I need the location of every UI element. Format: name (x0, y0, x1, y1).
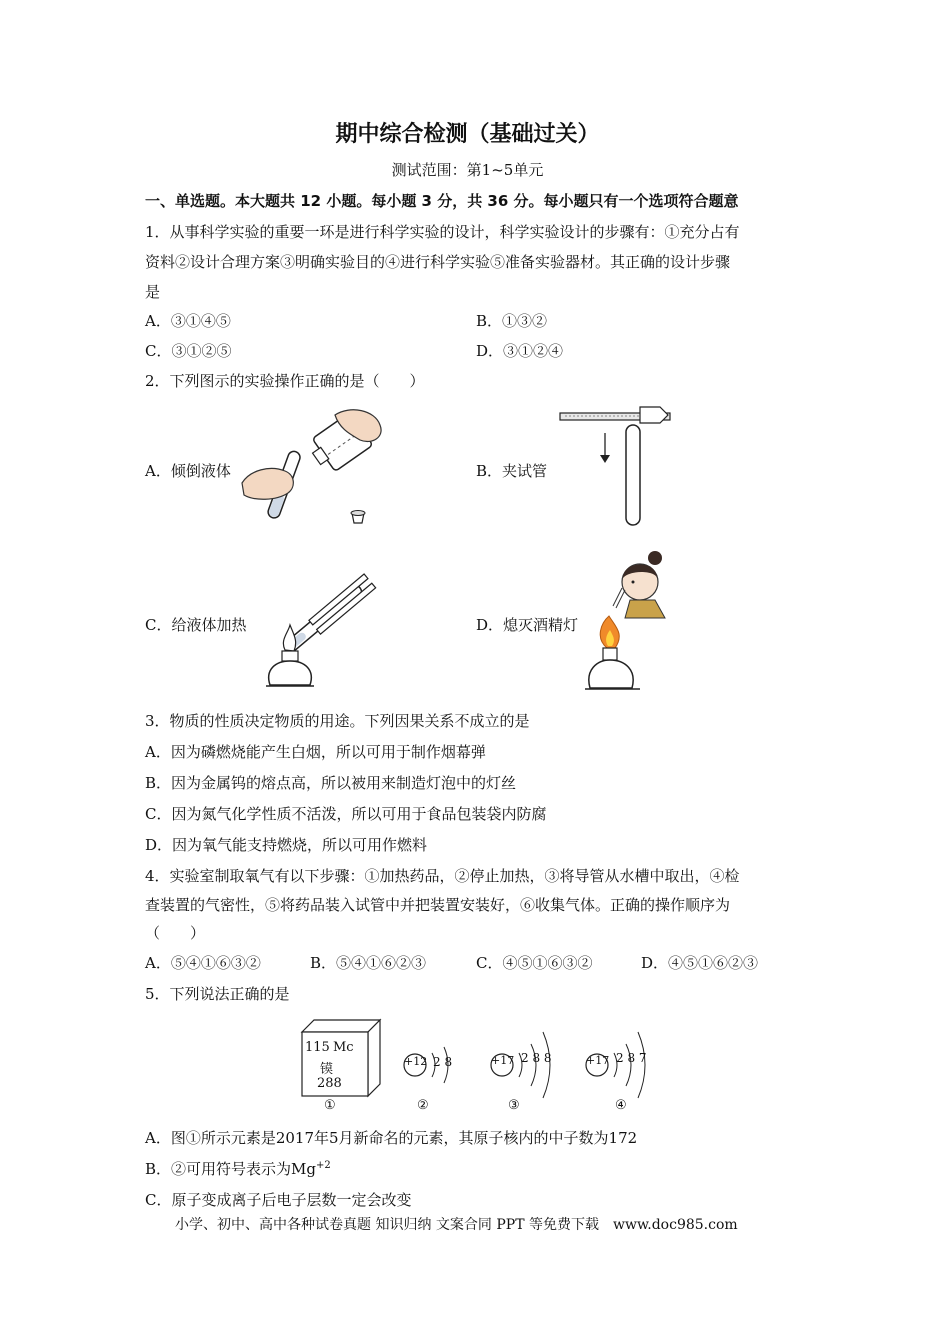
q2-option-a: A．倾倒液体 (145, 462, 231, 480)
q3-option-b: B．因为金属钨的熔点高，所以被用来制造灯泡中的灯丝 (145, 774, 517, 792)
q5-option-a: A．图①所示元素是2017年5月新命名的元素，其原子核内的中子数为172 (145, 1129, 638, 1147)
section-heading: 一、单选题。本大题共 12 小题。每小题 3 分，共 36 分。每小题只有一个选项符合题意 (145, 192, 739, 210)
atom3-shells: 2 8 8 (521, 1051, 552, 1065)
atom4-nucleus: +17 (586, 1054, 610, 1067)
q2-option-c: C．给液体加热 (145, 616, 247, 634)
test-scope: 测试范围：第1~5单元 (391, 161, 544, 179)
heating-liquid-illustration (260, 555, 385, 695)
q5-option-b (145, 1158, 331, 1179)
q2-option-b: B．夹试管 (476, 462, 548, 480)
q1-stem-line3: 是 (145, 283, 161, 301)
fig-label-1: ① (324, 1098, 336, 1113)
q5-option-b-superscript: +2 (316, 1160, 331, 1171)
footer-note: 小学、初中、高中各种试卷真题 知识归纳 文案合同 PPT 等免费下载 www.doc985.com (175, 1217, 738, 1233)
q4-stem-line3: （ ） (145, 924, 206, 942)
element-symbol: Mc (333, 1040, 354, 1055)
atom2-nucleus: +12 (404, 1055, 428, 1068)
element-atomic-number: 115 (305, 1040, 330, 1055)
q1-option-d: D．③①②④ (476, 342, 564, 360)
q5-figure (295, 1015, 665, 1115)
q4-option-b: B．⑤④①⑥②③ (310, 954, 427, 972)
q1-stem-line2: 资料②设计合理方案③明确实验目的④进行科学实验⑤准备实验器材。其正确的设计步骤 (145, 253, 731, 271)
q2-stem: 2．下列图示的实验操作正确的是（ ） (145, 372, 425, 390)
q4-option-c: C．④⑤①⑥③② (476, 954, 593, 972)
atom2-shells: 2 8 (433, 1055, 453, 1069)
q4-stem-line2: 查装置的气密性，⑤将药品装入试管中并把装置安装好，⑥收集气体。正确的操作顺序为 (145, 896, 731, 914)
q4-stem-line1: 4．实验室制取氧气有以下步骤：①加热药品，②停止加热，③将导管从水槽中取出，④检 (145, 867, 740, 885)
pouring-liquid-illustration (240, 405, 390, 530)
q5-option-c: C．原子变成离子后电子层数一定会改变 (145, 1191, 412, 1209)
fig-label-2: ② (417, 1098, 429, 1113)
atom4-shells: 2 8 7 (616, 1051, 647, 1065)
q1-option-c: C．③①②⑤ (145, 342, 232, 360)
q3-option-c: C．因为氮气化学性质不活泼，所以可用于食品包装袋内防腐 (145, 805, 547, 823)
q1-stem-line1: 1．从事科学实验的重要一环是进行科学实验的设计，科学实验设计的步骤有：①充分占有 (145, 223, 740, 241)
extinguish-lamp-illustration (585, 548, 685, 693)
q3-option-a: A．因为磷燃烧能产生白烟，所以可用于制作烟幕弹 (145, 743, 486, 761)
fig-label-4: ④ (615, 1098, 627, 1113)
q1-option-a: A．③①④⑤ (145, 312, 231, 330)
q3-stem: 3．物质的性质决定物质的用途。下列因果关系不成立的是 (145, 712, 530, 730)
atom3-nucleus: +17 (491, 1054, 515, 1067)
q4-option-a: A．⑤④①⑥③② (145, 954, 261, 972)
q1-option-b: B．①③② (476, 312, 548, 330)
q4-option-d: D．④⑤①⑥②③ (641, 954, 759, 972)
element-name: 镆 (320, 1062, 334, 1077)
q5-stem: 5．下列说法正确的是 (145, 985, 290, 1003)
q5-option-b-text: B．②可用符号表示为Mg (145, 1160, 316, 1178)
q3-option-d: D．因为氧气能支持燃烧，所以可用作燃料 (145, 836, 428, 854)
element-mass: 288 (317, 1076, 342, 1091)
fig-label-3: ③ (508, 1098, 520, 1113)
test-tube-clamp-illustration (560, 405, 690, 530)
page-title: 期中综合检测（基础过关） (335, 122, 600, 147)
q2-option-d: D．熄灭酒精灯 (476, 616, 579, 634)
